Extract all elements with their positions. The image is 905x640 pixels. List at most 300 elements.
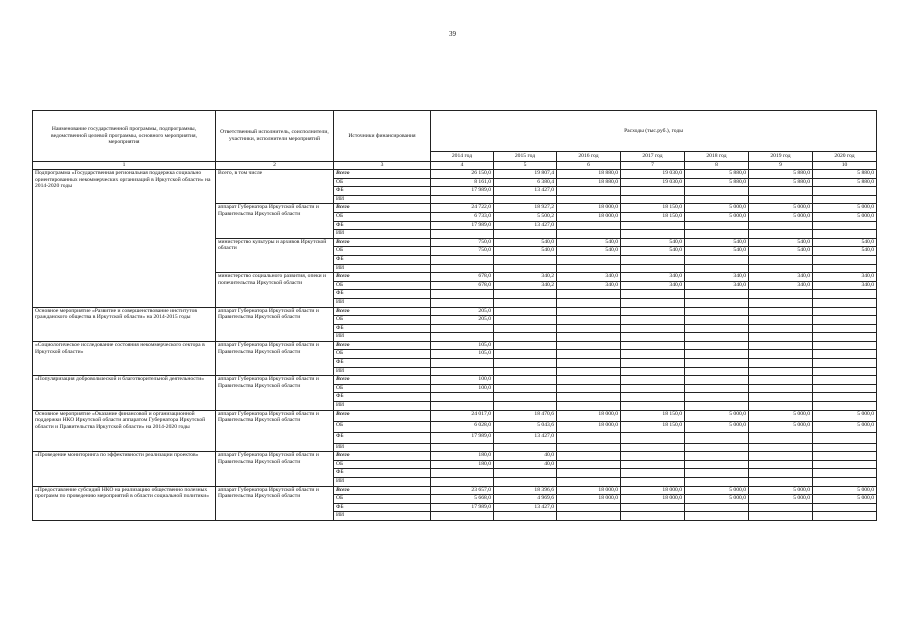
funding-source: ОБ [334,495,431,504]
header-index-6: 7 [621,162,685,170]
amount-cell: 18 880,0 [557,170,621,179]
amount-cell [813,195,877,204]
amount-cell [813,255,877,264]
amount-cell [813,187,877,196]
amount-cell: 5 880,0 [813,178,877,187]
amount-cell: 205,0 [431,307,494,316]
executor: аппарат Губернатора Иркутской области и Правительства Иркутской области [216,341,334,375]
amount-cell [557,376,621,385]
header-year-1: 2015 год [494,152,557,162]
amount-cell [494,402,557,411]
amount-cell: 340,0 [813,281,877,290]
amount-cell [749,298,813,307]
amount-cell: 205,0 [431,316,494,325]
amount-cell [685,341,749,350]
amount-cell: 5 000,0 [685,204,749,213]
amount-cell: 24 017,0 [431,410,494,421]
amount-cell [749,333,813,342]
amount-cell: 540,0 [557,247,621,256]
funding-source: Всего [334,341,431,350]
amount-cell [685,452,749,461]
header-index-9: 10 [813,162,877,170]
header-expenses: Расходы (тыс.руб.), годы [431,111,877,152]
amount-cell: 6 028,0 [431,421,494,432]
funding-source: ИИ [334,230,431,239]
amount-cell: 5 043,6 [494,421,557,432]
budget-table [32,110,877,521]
amount-cell: 24 722,0 [431,204,494,213]
program-name: Основное мероприятие «Развитие и совершенствование институтов гражданского общества в Иркутской области» на 2014-2015 годы [33,307,216,341]
amount-cell [494,298,557,307]
amount-cell: 540,0 [813,238,877,247]
executor: аппарат Губернатора Иркутской области и Правительства Иркутской области [216,452,334,486]
amount-cell [431,478,494,487]
amount-cell: 340,0 [749,273,813,282]
funding-source: ФБ [334,432,431,443]
amount-cell: 540,0 [685,238,749,247]
amount-cell [813,230,877,239]
amount-cell [749,221,813,230]
amount-cell: 540,0 [557,238,621,247]
amount-cell [621,512,685,521]
funding-source: Всего [334,486,431,495]
amount-cell [494,230,557,239]
amount-cell [557,393,621,402]
table-row [33,376,877,385]
amount-cell [431,298,494,307]
amount-cell: 540,0 [749,247,813,256]
amount-cell [557,298,621,307]
amount-cell: 26 150,0 [431,170,494,179]
amount-cell [431,393,494,402]
amount-cell: 5 000,0 [685,495,749,504]
amount-cell: 5 880,0 [685,178,749,187]
funding-source: ФБ [334,221,431,230]
executor: аппарат Губернатора Иркутской области и Правительства Иркутской области [216,376,334,410]
amount-cell [494,316,557,325]
amount-cell [431,512,494,521]
amount-cell: 340,0 [685,281,749,290]
header-year-5: 2019 год [749,152,813,162]
amount-cell [431,255,494,264]
amount-cell: 5 880,0 [749,178,813,187]
page-number: 39 [449,30,456,38]
amount-cell: 340,0 [557,273,621,282]
amount-cell [813,469,877,478]
amount-cell: 13 427,0 [494,187,557,196]
amount-cell: 5 000,0 [749,212,813,221]
amount-cell: 18 000,0 [557,486,621,495]
header-year-6: 2020 год [813,152,877,162]
amount-cell [749,316,813,325]
amount-cell: 4 969,6 [494,495,557,504]
funding-source: Всего [334,376,431,385]
funding-source: ОБ [334,460,431,469]
amount-cell [557,316,621,325]
amount-cell: 18 000,0 [557,421,621,432]
amount-cell [621,341,685,350]
amount-cell [494,255,557,264]
executor: аппарат Губернатора Иркутской области и Правительства Иркутской области [216,486,334,520]
amount-cell: 19 030,0 [621,170,685,179]
funding-source: Всего [334,452,431,461]
amount-cell [685,432,749,443]
amount-cell [685,384,749,393]
amount-cell [621,443,685,452]
amount-cell [813,376,877,385]
amount-cell [494,478,557,487]
amount-cell: 6 380,4 [494,178,557,187]
amount-cell [813,432,877,443]
amount-cell: 5 880,0 [813,170,877,179]
amount-cell [749,452,813,461]
amount-cell [685,316,749,325]
amount-cell: 5 000,0 [685,421,749,432]
amount-cell [557,195,621,204]
amount-cell [685,402,749,411]
amount-cell [749,376,813,385]
program-name: «Популяризация добровольческой и благотворительной деятельности» [33,376,216,410]
amount-cell: 100,0 [431,376,494,385]
amount-cell: 105,0 [431,341,494,350]
amount-cell [621,503,685,512]
amount-cell [557,512,621,521]
amount-cell [621,432,685,443]
amount-cell [621,460,685,469]
header-index-0: 1 [33,162,216,170]
amount-cell [685,359,749,368]
amount-cell: 5 000,0 [749,486,813,495]
amount-cell [557,478,621,487]
amount-cell: 18 000,0 [557,204,621,213]
amount-cell [749,255,813,264]
funding-source: ОБ [334,421,431,432]
amount-cell: 340,2 [494,273,557,282]
amount-cell [685,512,749,521]
amount-cell [431,333,494,342]
amount-cell [557,460,621,469]
amount-cell [685,350,749,359]
amount-cell: 180,0 [431,452,494,461]
funding-source: Всего [334,273,431,282]
header-index-2: 3 [334,162,431,170]
amount-cell [813,298,877,307]
amount-cell [685,469,749,478]
amount-cell: 5 000,0 [813,421,877,432]
header-year-0: 2014 год [431,152,494,162]
amount-cell [494,512,557,521]
program-name: «Социологическое исследование состояния некоммерческого сектора в Иркутской области» [33,341,216,375]
amount-cell: 540,0 [749,238,813,247]
amount-cell [494,359,557,368]
amount-cell [431,264,494,273]
funding-source: Всего [334,410,431,421]
amount-cell: 5 000,0 [813,410,877,421]
amount-cell [749,512,813,521]
funding-source: ИИ [334,402,431,411]
amount-cell [431,402,494,411]
amount-cell [685,264,749,273]
amount-cell: 18 150,0 [621,204,685,213]
funding-source: ФБ [334,359,431,368]
amount-cell [557,255,621,264]
amount-cell [813,324,877,333]
amount-cell: 19 030,0 [621,178,685,187]
amount-cell: 750,0 [431,238,494,247]
amount-cell [813,264,877,273]
amount-cell [749,350,813,359]
amount-cell: 180,0 [431,460,494,469]
amount-cell [557,333,621,342]
amount-cell: 340,0 [621,273,685,282]
amount-cell [557,264,621,273]
amount-cell [621,376,685,385]
amount-cell: 18 150,0 [621,421,685,432]
amount-cell [813,452,877,461]
amount-cell: 18 470,6 [494,410,557,421]
amount-cell [749,384,813,393]
amount-cell [685,187,749,196]
amount-cell [621,478,685,487]
amount-cell [813,402,877,411]
amount-cell [494,324,557,333]
amount-cell: 17 989,0 [431,187,494,196]
amount-cell: 13 427,0 [494,221,557,230]
amount-cell: 8 161,0 [431,178,494,187]
amount-cell [621,290,685,299]
amount-cell: 5 000,0 [685,486,749,495]
funding-source: ИИ [334,298,431,307]
amount-cell [749,367,813,376]
amount-cell [557,384,621,393]
header-year-2: 2016 год [557,152,621,162]
amount-cell [749,432,813,443]
amount-cell [813,290,877,299]
funding-source: ОБ [334,178,431,187]
amount-cell [431,324,494,333]
amount-cell [557,402,621,411]
funding-source: Всего [334,204,431,213]
amount-cell [621,195,685,204]
amount-cell: 6 733,0 [431,212,494,221]
amount-cell [813,503,877,512]
amount-cell [494,384,557,393]
amount-cell [685,230,749,239]
amount-cell: 5 000,0 [813,486,877,495]
funding-source: ФБ [334,503,431,512]
amount-cell [749,443,813,452]
amount-cell [431,290,494,299]
amount-cell: 17 989,0 [431,432,494,443]
header-year-4: 2018 год [685,152,749,162]
funding-source: ФБ [334,187,431,196]
amount-cell [621,230,685,239]
amount-cell [557,452,621,461]
amount-cell: 678,0 [431,281,494,290]
amount-cell [621,469,685,478]
table-row [33,410,877,421]
funding-source: ИИ [334,478,431,487]
amount-cell: 340,0 [557,281,621,290]
amount-cell: 18 000,0 [557,212,621,221]
amount-cell: 340,0 [685,273,749,282]
amount-cell [557,290,621,299]
amount-cell [621,359,685,368]
amount-cell: 540,0 [813,247,877,256]
funding-source: ИИ [334,264,431,273]
amount-cell [621,307,685,316]
amount-cell [621,384,685,393]
funding-source: ИИ [334,367,431,376]
amount-cell [621,333,685,342]
funding-source: ОБ [334,247,431,256]
header-index-7: 8 [685,162,749,170]
amount-cell [621,187,685,196]
amount-cell [621,316,685,325]
amount-cell: 105,0 [431,350,494,359]
amount-cell [749,393,813,402]
amount-cell [431,230,494,239]
funding-source: ФБ [334,290,431,299]
amount-cell: 18 880,0 [557,178,621,187]
amount-cell [431,359,494,368]
amount-cell [685,298,749,307]
header-index-3: 4 [431,162,494,170]
amount-cell [813,393,877,402]
amount-cell [749,307,813,316]
amount-cell [685,221,749,230]
amount-cell: 13 427,0 [494,432,557,443]
amount-cell: 5 500,2 [494,212,557,221]
amount-cell: 5 000,0 [749,204,813,213]
amount-cell [749,503,813,512]
amount-cell [494,307,557,316]
amount-cell: 5 000,0 [749,421,813,432]
amount-cell [685,393,749,402]
amount-cell: 13 427,0 [494,503,557,512]
amount-cell: 23 657,0 [431,486,494,495]
header-year-3: 2017 год [621,152,685,162]
amount-cell [813,307,877,316]
amount-cell [557,432,621,443]
amount-cell: 17 989,0 [431,221,494,230]
amount-cell: 5 000,0 [749,495,813,504]
amount-cell: 5 880,0 [749,170,813,179]
amount-cell [749,469,813,478]
table-row [33,486,877,495]
amount-cell [494,333,557,342]
amount-cell [813,359,877,368]
funding-source: ФБ [334,393,431,402]
amount-cell [749,478,813,487]
amount-cell: 340,0 [621,281,685,290]
amount-cell [813,460,877,469]
amount-cell [621,452,685,461]
amount-cell: 19 807,4 [494,170,557,179]
amount-cell [621,264,685,273]
amount-cell: 18 000,0 [621,495,685,504]
amount-cell [685,290,749,299]
amount-cell [813,350,877,359]
amount-cell [685,324,749,333]
amount-cell: 540,0 [494,238,557,247]
funding-source: ИИ [334,195,431,204]
amount-cell: 5 000,0 [813,204,877,213]
amount-cell [685,376,749,385]
amount-cell: 5 000,0 [685,410,749,421]
funding-source: ОБ [334,281,431,290]
funding-source: Всего [334,238,431,247]
amount-cell [557,341,621,350]
amount-cell [813,443,877,452]
amount-cell: 540,0 [621,238,685,247]
amount-cell [557,350,621,359]
amount-cell: 18 000,0 [557,495,621,504]
header-index-5: 6 [557,162,621,170]
amount-cell [749,187,813,196]
table-row [33,307,877,316]
amount-cell [685,443,749,452]
table-row [33,452,877,461]
amount-cell [557,443,621,452]
amount-cell: 340,0 [749,281,813,290]
amount-cell [749,460,813,469]
amount-cell [494,195,557,204]
amount-cell: 5 000,0 [813,212,877,221]
amount-cell [813,478,877,487]
amount-cell [685,478,749,487]
amount-cell: 18 000,0 [557,410,621,421]
amount-cell [557,230,621,239]
header-program-name: Наименование государственной программы, подпрограммы, ведомственной целевой программы, основного мероприятия, мероприятия [33,111,216,162]
amount-cell: 17 989,0 [431,503,494,512]
amount-cell: 340,0 [813,273,877,282]
amount-cell [431,443,494,452]
amount-cell: 5 000,0 [813,495,877,504]
amount-cell [557,503,621,512]
amount-cell [749,230,813,239]
amount-cell [749,264,813,273]
amount-cell [813,333,877,342]
amount-cell [431,195,494,204]
amount-cell [494,367,557,376]
amount-cell: 100,0 [431,384,494,393]
amount-cell [813,221,877,230]
amount-cell: 540,0 [621,247,685,256]
funding-source: ИИ [334,443,431,452]
program-name: «Проведение мониторинга по эффективности реализации проектов» [33,452,216,486]
amount-cell [557,187,621,196]
amount-cell [685,255,749,264]
amount-cell [621,350,685,359]
amount-cell [557,324,621,333]
header-index-4: 5 [494,162,557,170]
amount-cell [494,350,557,359]
funding-source: ОБ [334,212,431,221]
amount-cell [685,367,749,376]
program-name: Основное мероприятие «Оказание финансовой и организационной поддержки НКО Иркутской области аппаратом Губернатора Иркутской области и Правительства Иркутской области» на 2014-2020 годы [33,410,216,452]
amount-cell [621,367,685,376]
executor: аппарат Губернатора Иркутской области и Правительства Иркутской области [216,307,334,341]
funding-source: ФБ [334,324,431,333]
amount-cell [749,402,813,411]
amount-cell [621,324,685,333]
funding-source: ФБ [334,469,431,478]
table-row [33,341,877,350]
amount-cell: 5 000,0 [685,212,749,221]
funding-source: ОБ [334,350,431,359]
amount-cell [749,324,813,333]
